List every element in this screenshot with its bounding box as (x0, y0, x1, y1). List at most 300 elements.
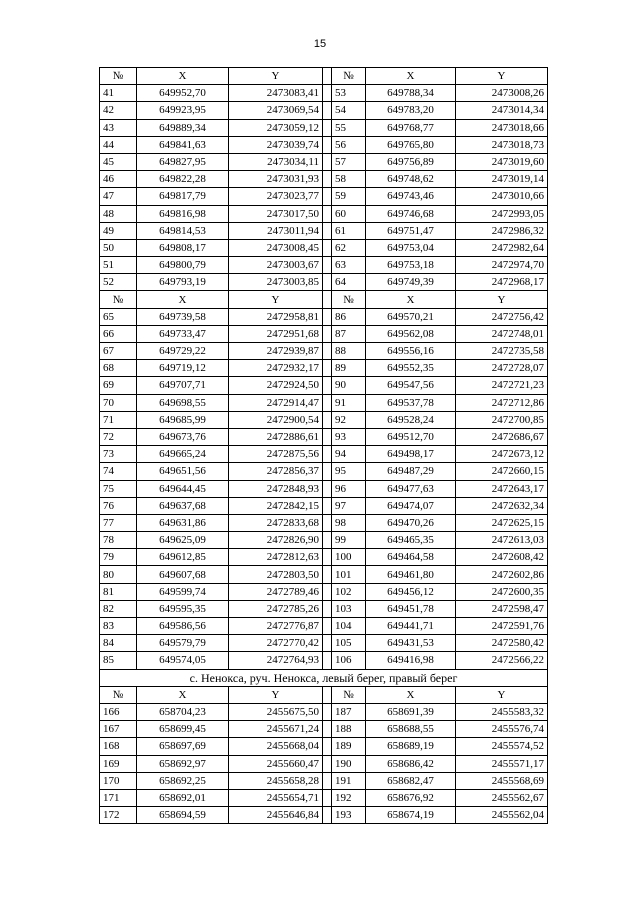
cell-x: 649456,12 (366, 583, 456, 600)
cell-x: 649746,68 (366, 205, 456, 222)
cell-y: 2473019,60 (456, 153, 548, 170)
cell-number: 193 (332, 807, 366, 824)
cell-y: 2472580,42 (456, 635, 548, 652)
cell-x: 649673,76 (137, 428, 229, 445)
cell-number: 76 (100, 497, 137, 514)
header-x: X (366, 291, 456, 308)
column-gap (323, 686, 332, 703)
cell-number: 191 (332, 772, 366, 789)
cell-y: 2473019,14 (456, 171, 548, 188)
cell-number: 86 (332, 308, 366, 325)
header-row (100, 68, 548, 85)
cell-y: 2473018,66 (456, 119, 548, 136)
cell-number: 54 (332, 102, 366, 119)
column-gap (323, 394, 332, 411)
cell-y: 2473039,74 (229, 136, 323, 153)
cell-number: 78 (100, 532, 137, 549)
cell-x: 658692,25 (137, 772, 229, 789)
table-row (100, 171, 548, 188)
cell-y: 2472735,58 (456, 343, 548, 360)
cell-x: 649552,35 (366, 360, 456, 377)
table-row (100, 257, 548, 274)
cell-x: 649793,19 (137, 274, 229, 291)
header-x: X (137, 686, 229, 703)
cell-number: 71 (100, 411, 137, 428)
table-row (100, 703, 548, 720)
cell-number: 57 (332, 153, 366, 170)
cell-number: 41 (100, 85, 137, 102)
cell-y: 2473008,26 (456, 85, 548, 102)
cell-number: 169 (100, 755, 137, 772)
cell-x: 649952,70 (137, 85, 229, 102)
cell-y: 2473031,93 (229, 171, 323, 188)
cell-y: 2455654,71 (229, 789, 323, 806)
cell-number: 189 (332, 738, 366, 755)
column-gap (323, 463, 332, 480)
page-number: 15 (313, 38, 327, 50)
cell-number: 63 (332, 257, 366, 274)
header-number: № (332, 291, 366, 308)
cell-number: 53 (332, 85, 366, 102)
cell-number: 60 (332, 205, 366, 222)
cell-x: 658692,97 (137, 755, 229, 772)
table-row (100, 549, 548, 566)
cell-y: 2473034,11 (229, 153, 323, 170)
cell-y: 2473018,73 (456, 136, 548, 153)
cell-number: 68 (100, 360, 137, 377)
column-gap (323, 549, 332, 566)
cell-y: 2455583,32 (456, 703, 548, 720)
cell-y: 2472602,86 (456, 566, 548, 583)
cell-x: 649586,56 (137, 618, 229, 635)
column-gap (323, 600, 332, 617)
cell-number: 97 (332, 497, 366, 514)
column-gap (323, 514, 332, 531)
cell-x: 649816,98 (137, 205, 229, 222)
column-gap (323, 343, 332, 360)
cell-y: 2473017,50 (229, 205, 323, 222)
cell-x: 649464,58 (366, 549, 456, 566)
cell-number: 91 (332, 394, 366, 411)
column-gap (323, 411, 332, 428)
cell-x: 649612,85 (137, 549, 229, 566)
cell-number: 102 (332, 583, 366, 600)
cell-number: 52 (100, 274, 137, 291)
cell-x: 658676,92 (366, 789, 456, 806)
cell-number: 190 (332, 755, 366, 772)
header-y: Y (456, 291, 548, 308)
header-y: Y (456, 68, 548, 85)
cell-number: 45 (100, 153, 137, 170)
section-title: с. Ненокса, руч. Ненокса, левый берег, правый берег (100, 669, 548, 686)
cell-y: 2472803,50 (229, 566, 323, 583)
cell-x: 649562,08 (366, 325, 456, 342)
cell-y: 2472770,42 (229, 635, 323, 652)
cell-number: 67 (100, 343, 137, 360)
cell-x: 658692,01 (137, 789, 229, 806)
cell-y: 2455576,74 (456, 721, 548, 738)
header-y: Y (229, 291, 323, 308)
cell-number: 51 (100, 257, 137, 274)
cell-number: 100 (332, 549, 366, 566)
cell-number: 168 (100, 738, 137, 755)
cell-y: 2472673,12 (456, 446, 548, 463)
cell-x: 658686,42 (366, 755, 456, 772)
cell-y: 2472700,85 (456, 411, 548, 428)
table-row (100, 239, 548, 256)
cell-y: 2472968,17 (456, 274, 548, 291)
cell-x: 649574,05 (137, 652, 229, 669)
cell-number: 106 (332, 652, 366, 669)
cell-x: 649822,28 (137, 171, 229, 188)
table-row (100, 807, 548, 824)
cell-x: 649631,86 (137, 514, 229, 531)
cell-number: 85 (100, 652, 137, 669)
table-row (100, 772, 548, 789)
cell-number: 75 (100, 480, 137, 497)
table-row (100, 153, 548, 170)
coordinates-table (99, 67, 548, 824)
column-gap (323, 102, 332, 119)
cell-y: 2473003,85 (229, 274, 323, 291)
cell-x: 649416,98 (366, 652, 456, 669)
cell-x: 649841,63 (137, 136, 229, 153)
column-gap (323, 703, 332, 720)
header-number: № (100, 68, 137, 85)
table-row (100, 635, 548, 652)
cell-y: 2472826,90 (229, 532, 323, 549)
cell-x: 649783,20 (366, 102, 456, 119)
cell-y: 2472721,23 (456, 377, 548, 394)
cell-number: 59 (332, 188, 366, 205)
column-gap (323, 377, 332, 394)
cell-number: 166 (100, 703, 137, 720)
header-x: X (137, 68, 229, 85)
cell-number: 103 (332, 600, 366, 617)
cell-number: 172 (100, 807, 137, 824)
table-row (100, 789, 548, 806)
cell-number: 171 (100, 789, 137, 806)
column-gap (323, 119, 332, 136)
table-row (100, 463, 548, 480)
cell-y: 2473083,41 (229, 85, 323, 102)
cell-y: 2472785,26 (229, 600, 323, 617)
table-row (100, 188, 548, 205)
cell-y: 2455562,04 (456, 807, 548, 824)
cell-x: 649528,24 (366, 411, 456, 428)
cell-y: 2473014,34 (456, 102, 548, 119)
column-gap (323, 497, 332, 514)
header-row (100, 686, 548, 703)
table-row (100, 755, 548, 772)
cell-y: 2473059,12 (229, 119, 323, 136)
column-gap (323, 136, 332, 153)
table-row (100, 85, 548, 102)
column-gap (323, 360, 332, 377)
cell-number: 66 (100, 325, 137, 342)
cell-number: 74 (100, 463, 137, 480)
cell-x: 649470,26 (366, 514, 456, 531)
cell-y: 2455660,47 (229, 755, 323, 772)
cell-number: 62 (332, 239, 366, 256)
cell-y: 2472632,34 (456, 497, 548, 514)
cell-x: 649788,34 (366, 85, 456, 102)
column-gap (323, 583, 332, 600)
cell-number: 92 (332, 411, 366, 428)
cell-y: 2472625,15 (456, 514, 548, 531)
column-gap (323, 205, 332, 222)
column-gap (323, 807, 332, 824)
cell-number: 43 (100, 119, 137, 136)
table-row (100, 205, 548, 222)
cell-x: 649889,34 (137, 119, 229, 136)
cell-y: 2472613,03 (456, 532, 548, 549)
cell-number: 84 (100, 635, 137, 652)
cell-x: 649474,07 (366, 497, 456, 514)
cell-y: 2472951,68 (229, 325, 323, 342)
cell-y: 2472986,32 (456, 222, 548, 239)
cell-y: 2472764,93 (229, 652, 323, 669)
cell-x: 649814,53 (137, 222, 229, 239)
table-row (100, 446, 548, 463)
column-gap (323, 532, 332, 549)
cell-y: 2472608,42 (456, 549, 548, 566)
cell-y: 2473069,54 (229, 102, 323, 119)
cell-number: 79 (100, 549, 137, 566)
cell-x: 649451,78 (366, 600, 456, 617)
cell-x: 649637,68 (137, 497, 229, 514)
table-row (100, 411, 548, 428)
cell-y: 2472686,67 (456, 428, 548, 445)
table-row (100, 377, 548, 394)
cell-number: 87 (332, 325, 366, 342)
header-x: X (137, 291, 229, 308)
cell-y: 2473003,67 (229, 257, 323, 274)
cell-number: 61 (332, 222, 366, 239)
cell-y: 2455568,69 (456, 772, 548, 789)
table-row (100, 119, 548, 136)
cell-x: 649923,95 (137, 102, 229, 119)
column-gap (323, 171, 332, 188)
table-row (100, 222, 548, 239)
cell-x: 649498,17 (366, 446, 456, 463)
cell-number: 73 (100, 446, 137, 463)
cell-y: 2472886,61 (229, 428, 323, 445)
cell-y: 2472833,68 (229, 514, 323, 531)
cell-y: 2455675,50 (229, 703, 323, 720)
cell-x: 658694,59 (137, 807, 229, 824)
header-x: X (366, 68, 456, 85)
table-row (100, 274, 548, 291)
header-y: Y (456, 686, 548, 703)
cell-number: 50 (100, 239, 137, 256)
cell-number: 81 (100, 583, 137, 600)
cell-number: 104 (332, 618, 366, 635)
cell-x: 649739,58 (137, 308, 229, 325)
section-title-row (100, 669, 548, 686)
cell-x: 649743,46 (366, 188, 456, 205)
column-gap (323, 738, 332, 755)
header-y: Y (229, 68, 323, 85)
cell-x: 658699,45 (137, 721, 229, 738)
cell-y: 2472982,64 (456, 239, 548, 256)
cell-x: 649665,24 (137, 446, 229, 463)
cell-number: 188 (332, 721, 366, 738)
cell-x: 649461,80 (366, 566, 456, 583)
table-row (100, 102, 548, 119)
cell-number: 47 (100, 188, 137, 205)
cell-y: 2472728,07 (456, 360, 548, 377)
cell-y: 2455658,28 (229, 772, 323, 789)
cell-y: 2455571,17 (456, 755, 548, 772)
cell-number: 55 (332, 119, 366, 136)
cell-number: 70 (100, 394, 137, 411)
cell-x: 649768,77 (366, 119, 456, 136)
table-row (100, 428, 548, 445)
cell-x: 649765,80 (366, 136, 456, 153)
cell-number: 105 (332, 635, 366, 652)
column-gap (323, 652, 332, 669)
cell-y: 2472748,01 (456, 325, 548, 342)
cell-number: 58 (332, 171, 366, 188)
cell-x: 649800,79 (137, 257, 229, 274)
cell-x: 649808,17 (137, 239, 229, 256)
cell-x: 649487,29 (366, 463, 456, 480)
table-row (100, 514, 548, 531)
cell-y: 2472932,17 (229, 360, 323, 377)
cell-x: 649477,63 (366, 480, 456, 497)
cell-number: 93 (332, 428, 366, 445)
cell-x: 658682,47 (366, 772, 456, 789)
cell-y: 2472600,35 (456, 583, 548, 600)
cell-x: 649512,70 (366, 428, 456, 445)
cell-y: 2472712,86 (456, 394, 548, 411)
cell-number: 95 (332, 463, 366, 480)
column-gap (323, 68, 332, 85)
table-row (100, 618, 548, 635)
cell-x: 649537,78 (366, 394, 456, 411)
table-row (100, 360, 548, 377)
column-gap (323, 618, 332, 635)
cell-x: 649431,53 (366, 635, 456, 652)
cell-number: 82 (100, 600, 137, 617)
cell-x: 658704,23 (137, 703, 229, 720)
cell-x: 649753,04 (366, 239, 456, 256)
cell-y: 2472842,15 (229, 497, 323, 514)
cell-y: 2455671,24 (229, 721, 323, 738)
table-row (100, 480, 548, 497)
cell-number: 94 (332, 446, 366, 463)
cell-number: 77 (100, 514, 137, 531)
table-row (100, 308, 548, 325)
table-row (100, 136, 548, 153)
table-row (100, 738, 548, 755)
table-row (100, 325, 548, 342)
cell-y: 2472566,22 (456, 652, 548, 669)
table-row (100, 343, 548, 360)
cell-y: 2455668,04 (229, 738, 323, 755)
cell-y: 2473010,66 (456, 188, 548, 205)
cell-number: 42 (100, 102, 137, 119)
header-number: № (332, 68, 366, 85)
cell-x: 649595,35 (137, 600, 229, 617)
cell-number: 187 (332, 703, 366, 720)
cell-x: 649753,18 (366, 257, 456, 274)
cell-x: 649556,16 (366, 343, 456, 360)
cell-number: 65 (100, 308, 137, 325)
column-gap (323, 239, 332, 256)
cell-y: 2472856,37 (229, 463, 323, 480)
cell-x: 649579,79 (137, 635, 229, 652)
cell-x: 649827,95 (137, 153, 229, 170)
cell-x: 649599,74 (137, 583, 229, 600)
cell-x: 649651,56 (137, 463, 229, 480)
column-gap (323, 325, 332, 342)
cell-x: 649625,09 (137, 532, 229, 549)
header-x: X (366, 686, 456, 703)
header-number: № (332, 686, 366, 703)
cell-x: 649685,99 (137, 411, 229, 428)
cell-x: 658691,39 (366, 703, 456, 720)
cell-number: 72 (100, 428, 137, 445)
cell-y: 2472776,87 (229, 618, 323, 635)
cell-x: 658697,69 (137, 738, 229, 755)
column-gap (323, 153, 332, 170)
header-row (100, 291, 548, 308)
cell-number: 46 (100, 171, 137, 188)
cell-y: 2473023,77 (229, 188, 323, 205)
table-row (100, 394, 548, 411)
table-row (100, 566, 548, 583)
cell-x: 649644,45 (137, 480, 229, 497)
cell-x: 658689,19 (366, 738, 456, 755)
cell-y: 2472848,93 (229, 480, 323, 497)
cell-x: 649547,56 (366, 377, 456, 394)
cell-y: 2472939,87 (229, 343, 323, 360)
cell-x: 649756,89 (366, 153, 456, 170)
cell-x: 649729,22 (137, 343, 229, 360)
column-gap (323, 772, 332, 789)
cell-y: 2472974,70 (456, 257, 548, 274)
cell-number: 192 (332, 789, 366, 806)
table-row (100, 600, 548, 617)
column-gap (323, 755, 332, 772)
table-row (100, 497, 548, 514)
cell-x: 649751,47 (366, 222, 456, 239)
cell-y: 2472591,76 (456, 618, 548, 635)
cell-number: 170 (100, 772, 137, 789)
cell-number: 80 (100, 566, 137, 583)
cell-number: 88 (332, 343, 366, 360)
cell-x: 649607,68 (137, 566, 229, 583)
cell-number: 101 (332, 566, 366, 583)
cell-y: 2473011,94 (229, 222, 323, 239)
cell-x: 649749,39 (366, 274, 456, 291)
header-number: № (100, 686, 137, 703)
cell-number: 90 (332, 377, 366, 394)
cell-number: 167 (100, 721, 137, 738)
cell-y: 2455646,84 (229, 807, 323, 824)
cell-y: 2472875,56 (229, 446, 323, 463)
column-gap (323, 308, 332, 325)
cell-x: 649817,79 (137, 188, 229, 205)
cell-y: 2472643,17 (456, 480, 548, 497)
cell-y: 2472598,47 (456, 600, 548, 617)
cell-y: 2472756,42 (456, 308, 548, 325)
column-gap (323, 188, 332, 205)
cell-y: 2472914,47 (229, 394, 323, 411)
cell-y: 2472993,05 (456, 205, 548, 222)
